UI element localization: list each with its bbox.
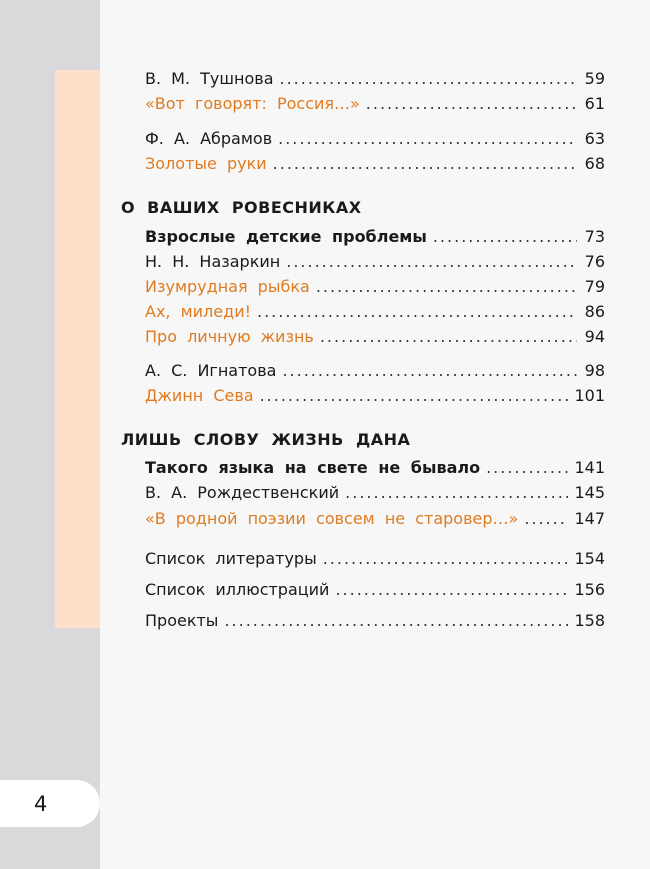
- toc-entry[interactable]: [145, 610, 605, 632]
- toc-entry-title: Ах, миледи!: [145, 302, 251, 321]
- toc-entry[interactable]: [145, 385, 605, 407]
- toc-entry-title: Ф. А. Абрамов: [145, 129, 273, 148]
- toc-entry-title: Золотые руки: [145, 154, 267, 173]
- toc-entry-title: В. М. Тушнова: [145, 69, 274, 88]
- toc-entry-title: Изумрудная рыбка: [145, 277, 310, 296]
- toc-entry-title: Список иллюстраций: [145, 580, 330, 599]
- toc-entry-page: 94: [584, 327, 605, 346]
- toc-entry[interactable]: [145, 153, 605, 175]
- toc-entry[interactable]: [145, 579, 605, 601]
- toc-entry[interactable]: [145, 482, 605, 504]
- toc-entry-title: Про личную жизнь: [145, 327, 314, 346]
- toc-entry[interactable]: [145, 457, 605, 479]
- toc-entry-page: 147: [574, 509, 605, 528]
- toc-entry-title: «В родной поэзии совсем не старовер…»: [145, 509, 519, 528]
- toc-entry-page: 73: [584, 227, 605, 246]
- toc-entry-page: 86: [584, 302, 605, 321]
- leader-dots: [433, 226, 577, 248]
- leader-dots: [486, 457, 568, 479]
- toc-entry[interactable]: [145, 301, 605, 323]
- toc-entry-page: 63: [584, 129, 605, 148]
- leader-dots: [278, 128, 577, 150]
- toc-entry-title: Такого языка на свете не бывало: [145, 458, 481, 477]
- leader-dots: [286, 251, 577, 273]
- toc-entry-page: 98: [584, 361, 605, 380]
- section-heading: О ВАШИХ РОВЕСНИКАХ: [121, 198, 362, 217]
- leader-dots: [260, 385, 569, 407]
- leader-dots: [280, 68, 578, 90]
- toc-entry-title: Список литературы: [145, 549, 317, 568]
- toc-entry-title: Н. Н. Назаркин: [145, 252, 281, 271]
- leader-dots: [524, 508, 568, 530]
- toc-entry[interactable]: [145, 226, 605, 248]
- toc-entry[interactable]: [145, 251, 605, 273]
- leader-dots: [257, 301, 577, 323]
- toc-entry[interactable]: [145, 276, 605, 298]
- toc-entry-title: «Вот говорят: Россия…»: [145, 94, 360, 113]
- toc-entry[interactable]: [145, 68, 605, 90]
- toc-entry-page: 61: [584, 94, 605, 113]
- toc-entry[interactable]: [145, 326, 605, 348]
- leader-dots: [316, 276, 577, 298]
- leader-dots: [224, 610, 568, 632]
- toc-entry-page: 68: [584, 154, 605, 173]
- toc-entry-page: 101: [574, 386, 605, 405]
- leader-dots: [320, 326, 577, 348]
- toc-entry[interactable]: [145, 548, 605, 570]
- toc-entry[interactable]: [145, 128, 605, 150]
- toc-entry-title: Взрослые детские проблемы: [145, 227, 427, 246]
- section-heading: ЛИШЬ СЛОВУ ЖИЗНЬ ДАНА: [121, 430, 411, 449]
- toc-entry-page: 156: [574, 580, 605, 599]
- toc-entry-title: Джинн Сева: [145, 386, 254, 405]
- toc-entry-page: 154: [574, 549, 605, 568]
- toc-entry-page: 59: [584, 69, 605, 88]
- toc-entry-title: Проекты: [145, 611, 219, 630]
- page-number: 4: [34, 792, 48, 816]
- toc-entry[interactable]: [145, 360, 605, 382]
- leader-dots: [282, 360, 577, 382]
- leader-dots: [273, 153, 577, 175]
- toc-entry[interactable]: [145, 508, 605, 530]
- leader-dots: [366, 93, 577, 115]
- toc-entry-page: 145: [574, 483, 605, 502]
- toc-entry-page: 141: [574, 458, 605, 477]
- toc-entry-page: 76: [584, 252, 605, 271]
- toc-entry-title: А. С. Игнатова: [145, 361, 277, 380]
- toc-entry-page: 158: [574, 611, 605, 630]
- toc-entry-page: 79: [584, 277, 605, 296]
- leader-dots: [345, 482, 568, 504]
- toc-entry[interactable]: [145, 93, 605, 115]
- leader-dots: [335, 579, 568, 601]
- leader-dots: [323, 548, 569, 570]
- toc-entry-title: В. А. Рождественский: [145, 483, 340, 502]
